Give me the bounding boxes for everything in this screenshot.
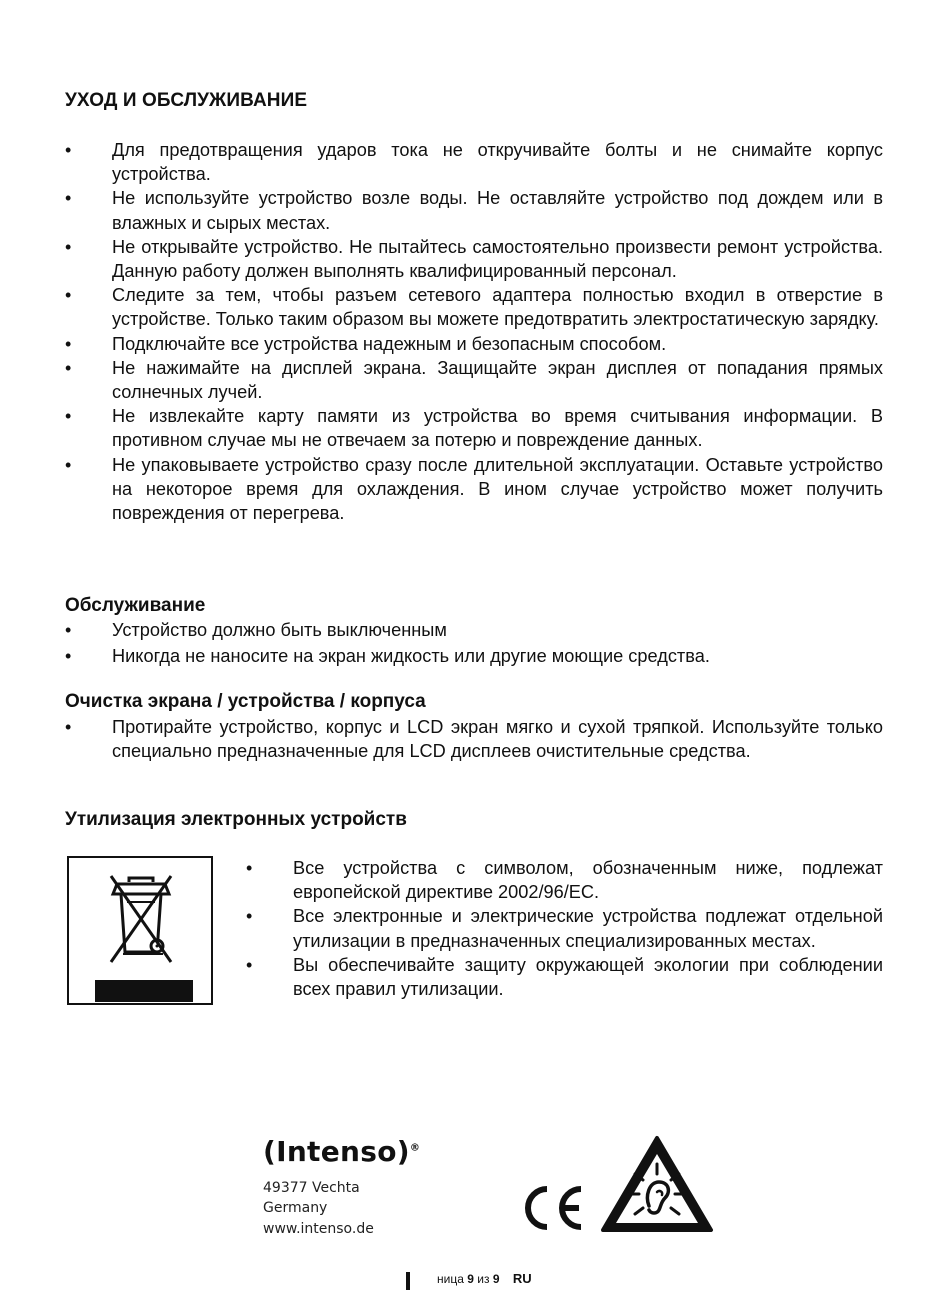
list-item: • Не упаковываете устройство сразу после длительной эксплуатации. Оставьте устройство на некоторое время для охлаждения. В ином случае устройство может получить повреждения от перегрева. xyxy=(65,453,883,526)
list-item: • Вы обеспечивайте защиту окружающей экологии при соблюдении всех правил утилизации. xyxy=(246,953,883,1001)
list-item: • Не нажимайте на дисплей экрана. Защищайте экран дисплея от попадания прямых солнечных лучей. xyxy=(65,356,883,404)
company-website: www.intenso.de xyxy=(263,1221,374,1237)
weee-crossed-bin-icon xyxy=(69,858,211,1003)
page-number: ница 9 из 9 RU xyxy=(437,1271,532,1286)
list-item: • Устройство должно быть выключенным xyxy=(65,618,883,642)
list-item: • Подключайте все устройства надежным и безопасным способом. xyxy=(65,332,883,356)
list-item: • Не используйте устройство возле воды. Не оставляйте устройство под дождем или в влажных и сырых местах. xyxy=(65,186,883,234)
footer-divider xyxy=(406,1272,410,1290)
hearing-warning-icon xyxy=(599,1134,715,1234)
care-heading: УХОД И ОБСЛУЖИВАНИЕ xyxy=(65,90,308,111)
care-list xyxy=(65,138,883,525)
list-item: • Не открывайте устройство. Не пытайтесь самостоятельно произвести ремонт устройства. Данную работу должен выполнять квалифицированный персонал. xyxy=(65,235,883,283)
list-item: • Все устройства с символом, обозначенным ниже, подлежат европейской директиве 2002/96/EC. xyxy=(246,856,883,904)
list-item: • Протирайте устройство, корпус и LCD экран мягко и сухой тряпкой. Используйте только специально предназначенные для LCD дисплеев очистительные средства. xyxy=(65,715,883,763)
weee-symbol-box xyxy=(67,856,213,1005)
list-item: • Никогда не наносите на экран жидкость или другие моющие средства. xyxy=(65,644,883,668)
ce-mark-icon xyxy=(521,1183,587,1233)
maintenance-list xyxy=(65,618,883,668)
list-item: • Для предотвращения ударов тока не откручивайте болты и не снимайте корпус устройства. xyxy=(65,138,883,186)
disposal-heading: Утилизация электронных устройств xyxy=(65,809,407,830)
company-city: 49377 Vechta xyxy=(263,1180,360,1196)
intenso-logo: (Intenso)® xyxy=(263,1135,421,1168)
maintenance-heading: Обслуживание xyxy=(65,595,206,616)
company-country: Germany xyxy=(263,1200,328,1216)
cleaning-list xyxy=(65,715,883,763)
list-item: • Не извлекайте карту памяти из устройства во время считывания информации. В противном случае мы не отвечаем за потерю и повреждение данных. xyxy=(65,404,883,452)
cleaning-heading: Очистка экрана / устройства / корпуса xyxy=(65,691,426,712)
list-item: • Следите за тем, чтобы разъем сетевого адаптера полностью входил в отверстие в устройстве. Только таким образом вы можете предотвратить электростатическую зарядку. xyxy=(65,283,883,331)
list-item: • Все электронные и электрические устройства подлежат отдельной утилизации в предназначенных специализированных местах. xyxy=(246,904,883,952)
disposal-list xyxy=(246,856,883,1001)
